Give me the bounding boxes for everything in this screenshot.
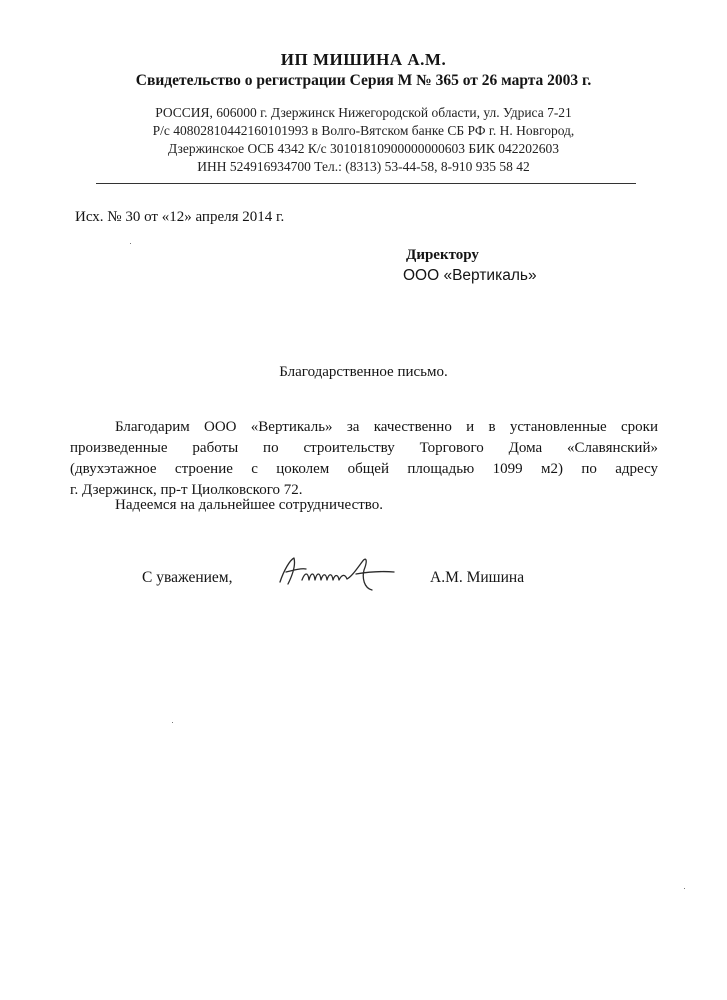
registration-certificate: Свидетельство о регистрации Серия М № 365 от 26 марта 2003 г. [135,72,592,89]
regards-text: С уважением, [142,569,233,586]
body-line-4: г. Дзержинск, пр-т Циолковского 72. [70,482,303,498]
body-line-3: (двухэтажное строение с цоколем общей площадью 1099 м2) по адресу [70,461,658,477]
scan-speck [172,722,173,723]
scan-speck [130,243,131,244]
scan-speck [684,888,685,889]
letterhead-contacts-line: ИНН 524916934700 Тел.: (8313) 53-44-58, 8-910 935 58 42 [197,159,530,174]
body-line-2: произведенные работы по строительству Торгового Дома «Славянский» [70,440,658,456]
signatory-name: А.М. Мишина [430,569,525,586]
letterhead-bank-line: Р/с 40802810442160101993 в Волго-Вятском банке СБ РФ г. Н. Новгород, [152,123,575,138]
closing-line: Надеемся на дальнейшее сотрудничество. [115,497,384,513]
letter-subject: Благодарственное письмо. [279,364,448,380]
recipient-title: Директору [406,247,479,263]
letterhead-title: ИП МИШИНА А.М. [280,50,447,69]
letter-body [70,417,658,501]
header-divider [96,183,636,184]
outgoing-number: Исх. № 30 от «12» апреля 2014 г. [75,209,285,225]
recipient-organization: ООО «Вертикаль» [403,267,537,284]
letterhead-branch-line: Дзержинское ОСБ 4342 К/с 30101810900000000603 БИК 042202603 [167,141,560,156]
handwritten-signature [272,552,402,592]
body-line-1: Благодарим ООО «Вертикаль» за качественно и в установленные сроки [115,419,658,435]
letterhead-address-line: РОССИЯ, 606000 г. Дзержинск Нижегородской области, ул. Удриса 7-21 [155,105,572,120]
